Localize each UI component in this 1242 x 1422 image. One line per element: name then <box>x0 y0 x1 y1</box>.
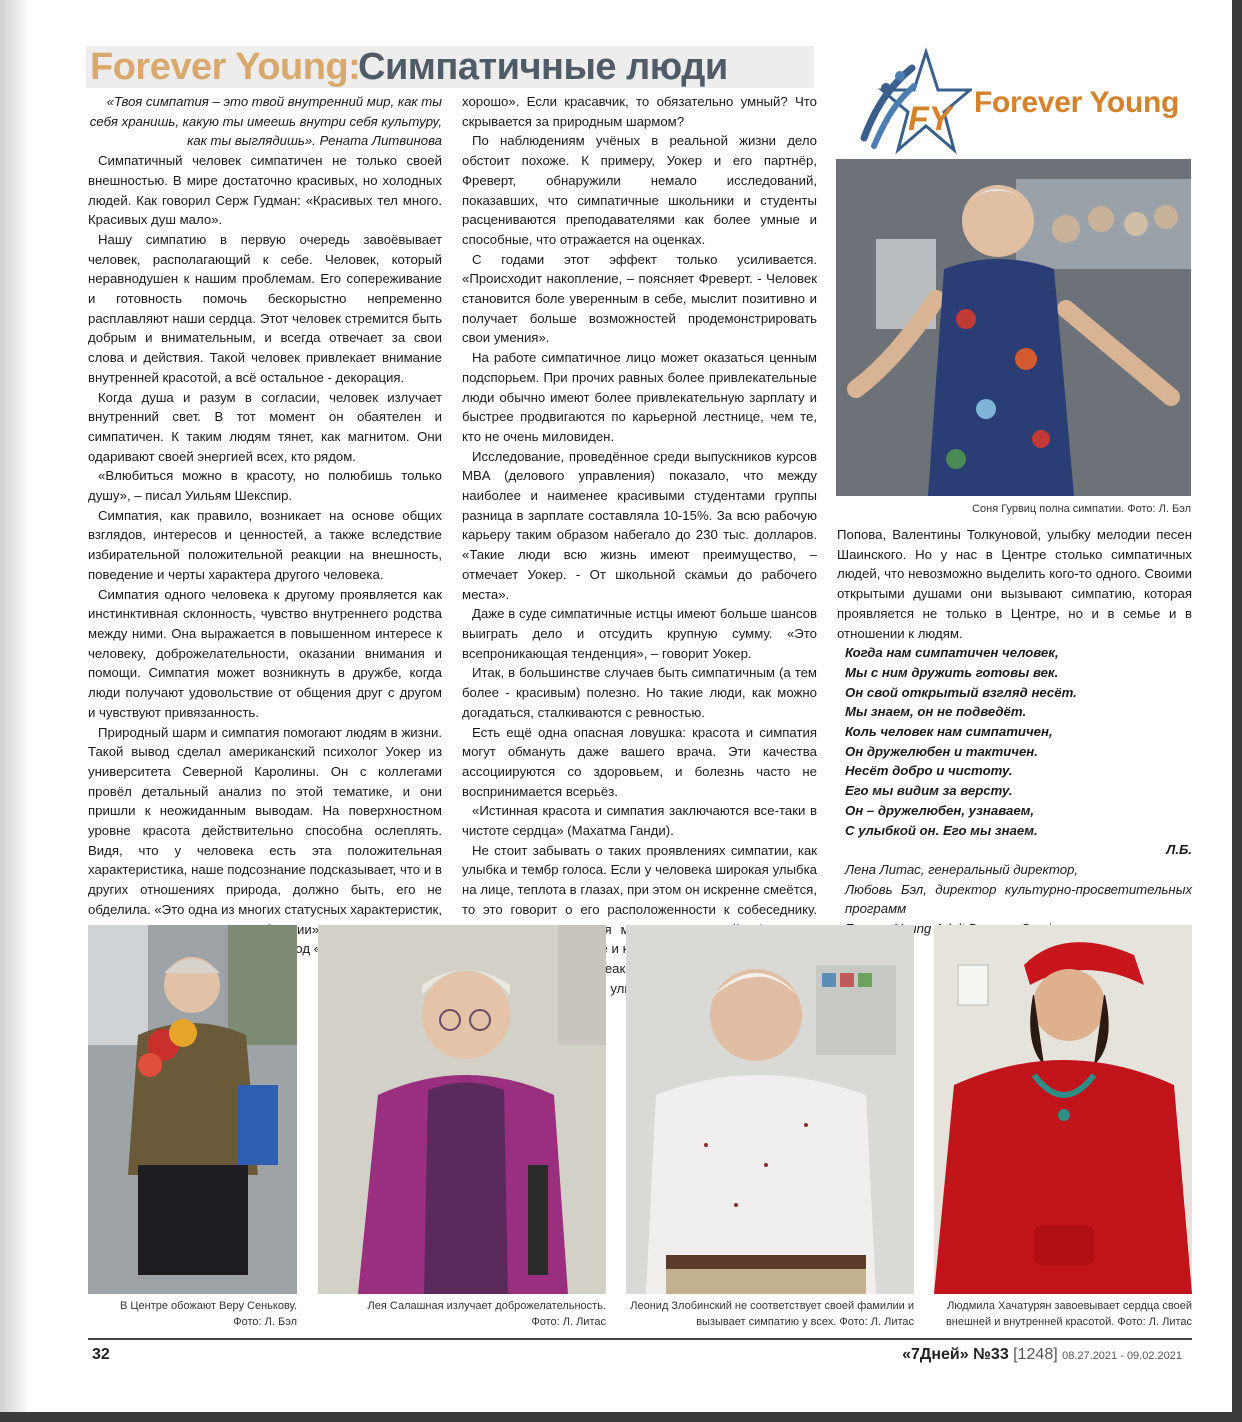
paragraph-continued: Попова, Валентины Толкуновой, улыбку мелодии песен Шаинского. Но у нас в Центре столько симпатичных людей, что невозможно выделить кого-то одного. Своими открытыми душами они вызывают симпатию, которая проявляется не только в Центре, но и в семье и в отношении к людям. <box>837 527 1192 641</box>
caption-credit: внешней и внутренней красотой. Фото: Л. Литас <box>945 1316 1192 1328</box>
author-initials: Л.Б. <box>1166 842 1192 858</box>
photo-seated-woman-flowers-icon <box>88 925 297 1294</box>
poem-line: Когда нам симпатичен человек, <box>845 645 1059 661</box>
paragraph: Даже в суде симпатичные истцы имеют больше шансов выиграть дело и отсудить крупную сумму. «Это всепроникающая тенденция», – говорит Уокер. <box>462 606 817 661</box>
paragraph: «Влюбиться можно в красоту, но полюбишь только душу», – писал Уильям Шекспир. <box>88 468 442 504</box>
photo-elderly-man-icon <box>626 925 914 1294</box>
caption-line: В Центре обожают Веру Сенькову. <box>119 1300 297 1312</box>
page-number: 32 <box>92 1346 110 1363</box>
paragraph: Нашу симпатию в первую очередь завоёвывает человек, располагающий к себе. Человек, который неравнодушен к нашим проблемам. Его сопереживание и готовность помочь бескорыстно непременно расплавляют наши сердца. Этот человек стремится быть добрым и внимательным, и всегда отвечает за свои слова и действия. Такой человек привлекает внимание внутренней красотой, а всё остальное - декорация. <box>88 231 442 385</box>
photo-leonid-zlobinsky <box>626 925 914 1294</box>
paragraph-continued: хорошо». Если красавчик, то обязательно умный? Что скрывается за природным шармом? <box>462 94 817 129</box>
caption-line: Леонид Злобинский не соответствует своей фамилии и <box>630 1300 914 1312</box>
paragraph: Симпатия, как правило, возникает на основе общих взглядов, интересов и ценностей, а также вследствие избирательной положительной реакции на внешность, поведение и черты характера другого человека. <box>88 507 442 582</box>
caption-credit: Фото: Л. Бэл <box>233 1316 297 1328</box>
photo-smiling-woman-purple-icon <box>318 925 606 1294</box>
paragraph: Исследование, проведённое среди выпускников курсов MBA (делового управления) показало, что между наиболее и наименее красивыми студентами группы разница в зарплате составляла 10-15%. За всю рабочую карьеру таким образом набегало до 230 тыс. долларов. «Такие люди всю жизнь имеют преимущество, – отмечает Уокер. - От школьной скамьи до рабочего места». <box>462 448 817 602</box>
issue-total-number: [1248] <box>1013 1346 1058 1363</box>
photo-woman-red-dress-icon <box>934 925 1192 1294</box>
issue-info <box>902 1346 1182 1364</box>
paragraph: Когда душа и разум в согласии, человек излучает внутренний свет. В тот момент он обаятелен и симпатичен. К таким людям тянет, как магнитом. Они одаривают своей энергией всех, кто рядом. <box>88 389 442 464</box>
epigraph: «Твоя симпатия – это твой внутренний мир, как ты себя хранишь, какую ты имеешь внутри себя культуру, как ты выглядишь». Рената Литвинова <box>89 94 442 149</box>
poem-line: С улыбкой он. Его мы знаем. <box>845 822 1038 838</box>
photo-caption <box>88 1298 297 1330</box>
logo-star-mark-icon <box>856 46 972 156</box>
text-column-1 <box>88 92 442 959</box>
paragraph: Симпатия одного человека к другому проявляется как инстинктивная склонность, чувство внутреннего родства между ними. Она выражается в повышенном интересе к человеку, доброжелательности, оказании внимания и помощи. Симпатия может возникнуть в дружбе, когда люди получают удовольствие от общения друг с другом и чувствуют привязанность. <box>88 586 442 720</box>
issue-number: №33 <box>973 1346 1009 1363</box>
credit-line: Любовь Бэл, директор культурно-просветительных программ <box>845 881 1192 917</box>
paragraph: Не стоит забывать о таких проявлениях симпатии, как улыбка и тембр голоса. Если у человека широкая улыбка на лице, теплота в глазах, при этом он искренне смеётся, то это говорит о его расположенности к собеседнику. и <box>462 842 817 957</box>
poem-line: Он дружелюбен и тактичен. <box>845 743 1038 759</box>
text-column-3 <box>837 525 1192 939</box>
title-headline: Симпатичные люди <box>358 46 728 88</box>
poem-line: Коль человек нам симпатичен, <box>845 724 1053 740</box>
logo-wordmark: Forever Young <box>974 86 1180 119</box>
photo-caption <box>934 1298 1192 1330</box>
photo-vera-senkova <box>88 925 297 1294</box>
caption-credit: Фото: Л. Литас <box>531 1316 606 1328</box>
paragraph: Итак, в большинстве случаев быть симпатичным (а тем более - красивым) полезно. Но такие люди, как можно догадаться, сталкиваются с ревностью. <box>462 665 817 720</box>
logo-letters: FY <box>908 100 952 138</box>
caption-credit: вызывает симпатию у всех. Фото: Л. Литас <box>696 1316 914 1328</box>
poem-line: Мы с ним дружить готовы век. <box>845 664 1059 680</box>
poem-line: Он свой открытый взгляд несёт. <box>845 684 1077 700</box>
poem-line: Его мы видим за версту. <box>845 783 1013 799</box>
paragraph: С годами этот эффект только усиливается. «Происходит накопление, – поясняет Фреверт. - Человек становится боле уверенным в себе, мыслит позитивно и получает больше возможностей продемонстрировать свои умения». <box>462 251 817 346</box>
paragraph: Природный шарм и симпатия помогают людям в жизни. Такой вывод сделал американский психолог Уокер из университета Северной Каролины. Он с коллегами провёл детальный анализ по этой тематике, и они пришли к неожиданным выводам. На поверхностном уровне красота действительно способна ослеплять. Видя, что у человека есть эта положительная характеристика, наше подсознание подсказывает, что и в других отношениях природа, должно быть, его не обделила. «Это одна из многих статусных характеристик, <box>88 724 442 917</box>
text-column-2 <box>462 92 817 1018</box>
poem-line: Он – дружелюбен, узнаваем, <box>845 802 1035 818</box>
article-title <box>86 46 814 88</box>
caption-line: Лея Салашная излучает доброжелательность. <box>367 1300 606 1312</box>
photo-caption <box>626 1298 914 1330</box>
paragraph: Симпатичный человек симпатичен не только своей внешностью. В мире достаточно красивых, но холодных людей. Как говорил Серж Гудман: «Красивых тел много. Красивых душ мало». <box>88 153 442 228</box>
paragraph: Есть ещё одна опасная ловушка: красота и симпатия могут обмануть даже вашего врача. Эти качества ассоциируются со здоровьем, и болезнь часто не воспринимается всерьёз. <box>462 724 817 799</box>
caption-line: Людмила Хачатурян завоевывает сердца своей <box>947 1300 1192 1312</box>
credit-line: Лена Литас, генеральный директор, <box>845 861 1079 877</box>
paragraph: На работе симпатичное лицо может оказаться ценным подспорьем. При прочих равных более привлекательные люди обычно имеют более привлекательную зарплату и быстрее продвигаются по карьерной лестнице, чем те, кто не очень миловиден. <box>462 350 817 444</box>
title-brand: Forever Young: <box>90 46 361 88</box>
magazine-name: «7Дней» <box>902 1346 969 1363</box>
paragraph: По наблюдениям учёных в реальной жизни дело обстоит похоже. К примеру, Уокер и его партнёр, Фреверт, обнаружили немало исследований, показавших, что симпатичные школьники и студенты расцениваются преподавателями как более умные и способные, что отражается на оценках. <box>462 133 817 247</box>
photo-woman-dancing-icon <box>836 159 1191 496</box>
paragraph: «Истинная красота и симпатия заключаются все-таки в чистоте сердца» (Махатма Ганди). <box>462 803 817 839</box>
page-gutter-shadow <box>0 0 30 1412</box>
issue-dates: 08.27.2021 - 09.02.2021 <box>1062 1350 1182 1362</box>
footer-rule <box>88 1338 1192 1340</box>
poem-line: Мы знаем, он не подведёт. <box>845 704 1027 720</box>
photo-leya-salashnaya <box>318 925 606 1294</box>
photo-sonya-gurvits <box>836 159 1191 496</box>
photo-lyudmila-khachaturyan <box>934 925 1192 1294</box>
photo-caption <box>318 1298 606 1330</box>
photo-caption: Соня Гурвиц полна симпатии. Фото: Л. Бэл <box>972 503 1191 515</box>
poem-line: Несёт добро и чистоту. <box>845 763 1013 779</box>
